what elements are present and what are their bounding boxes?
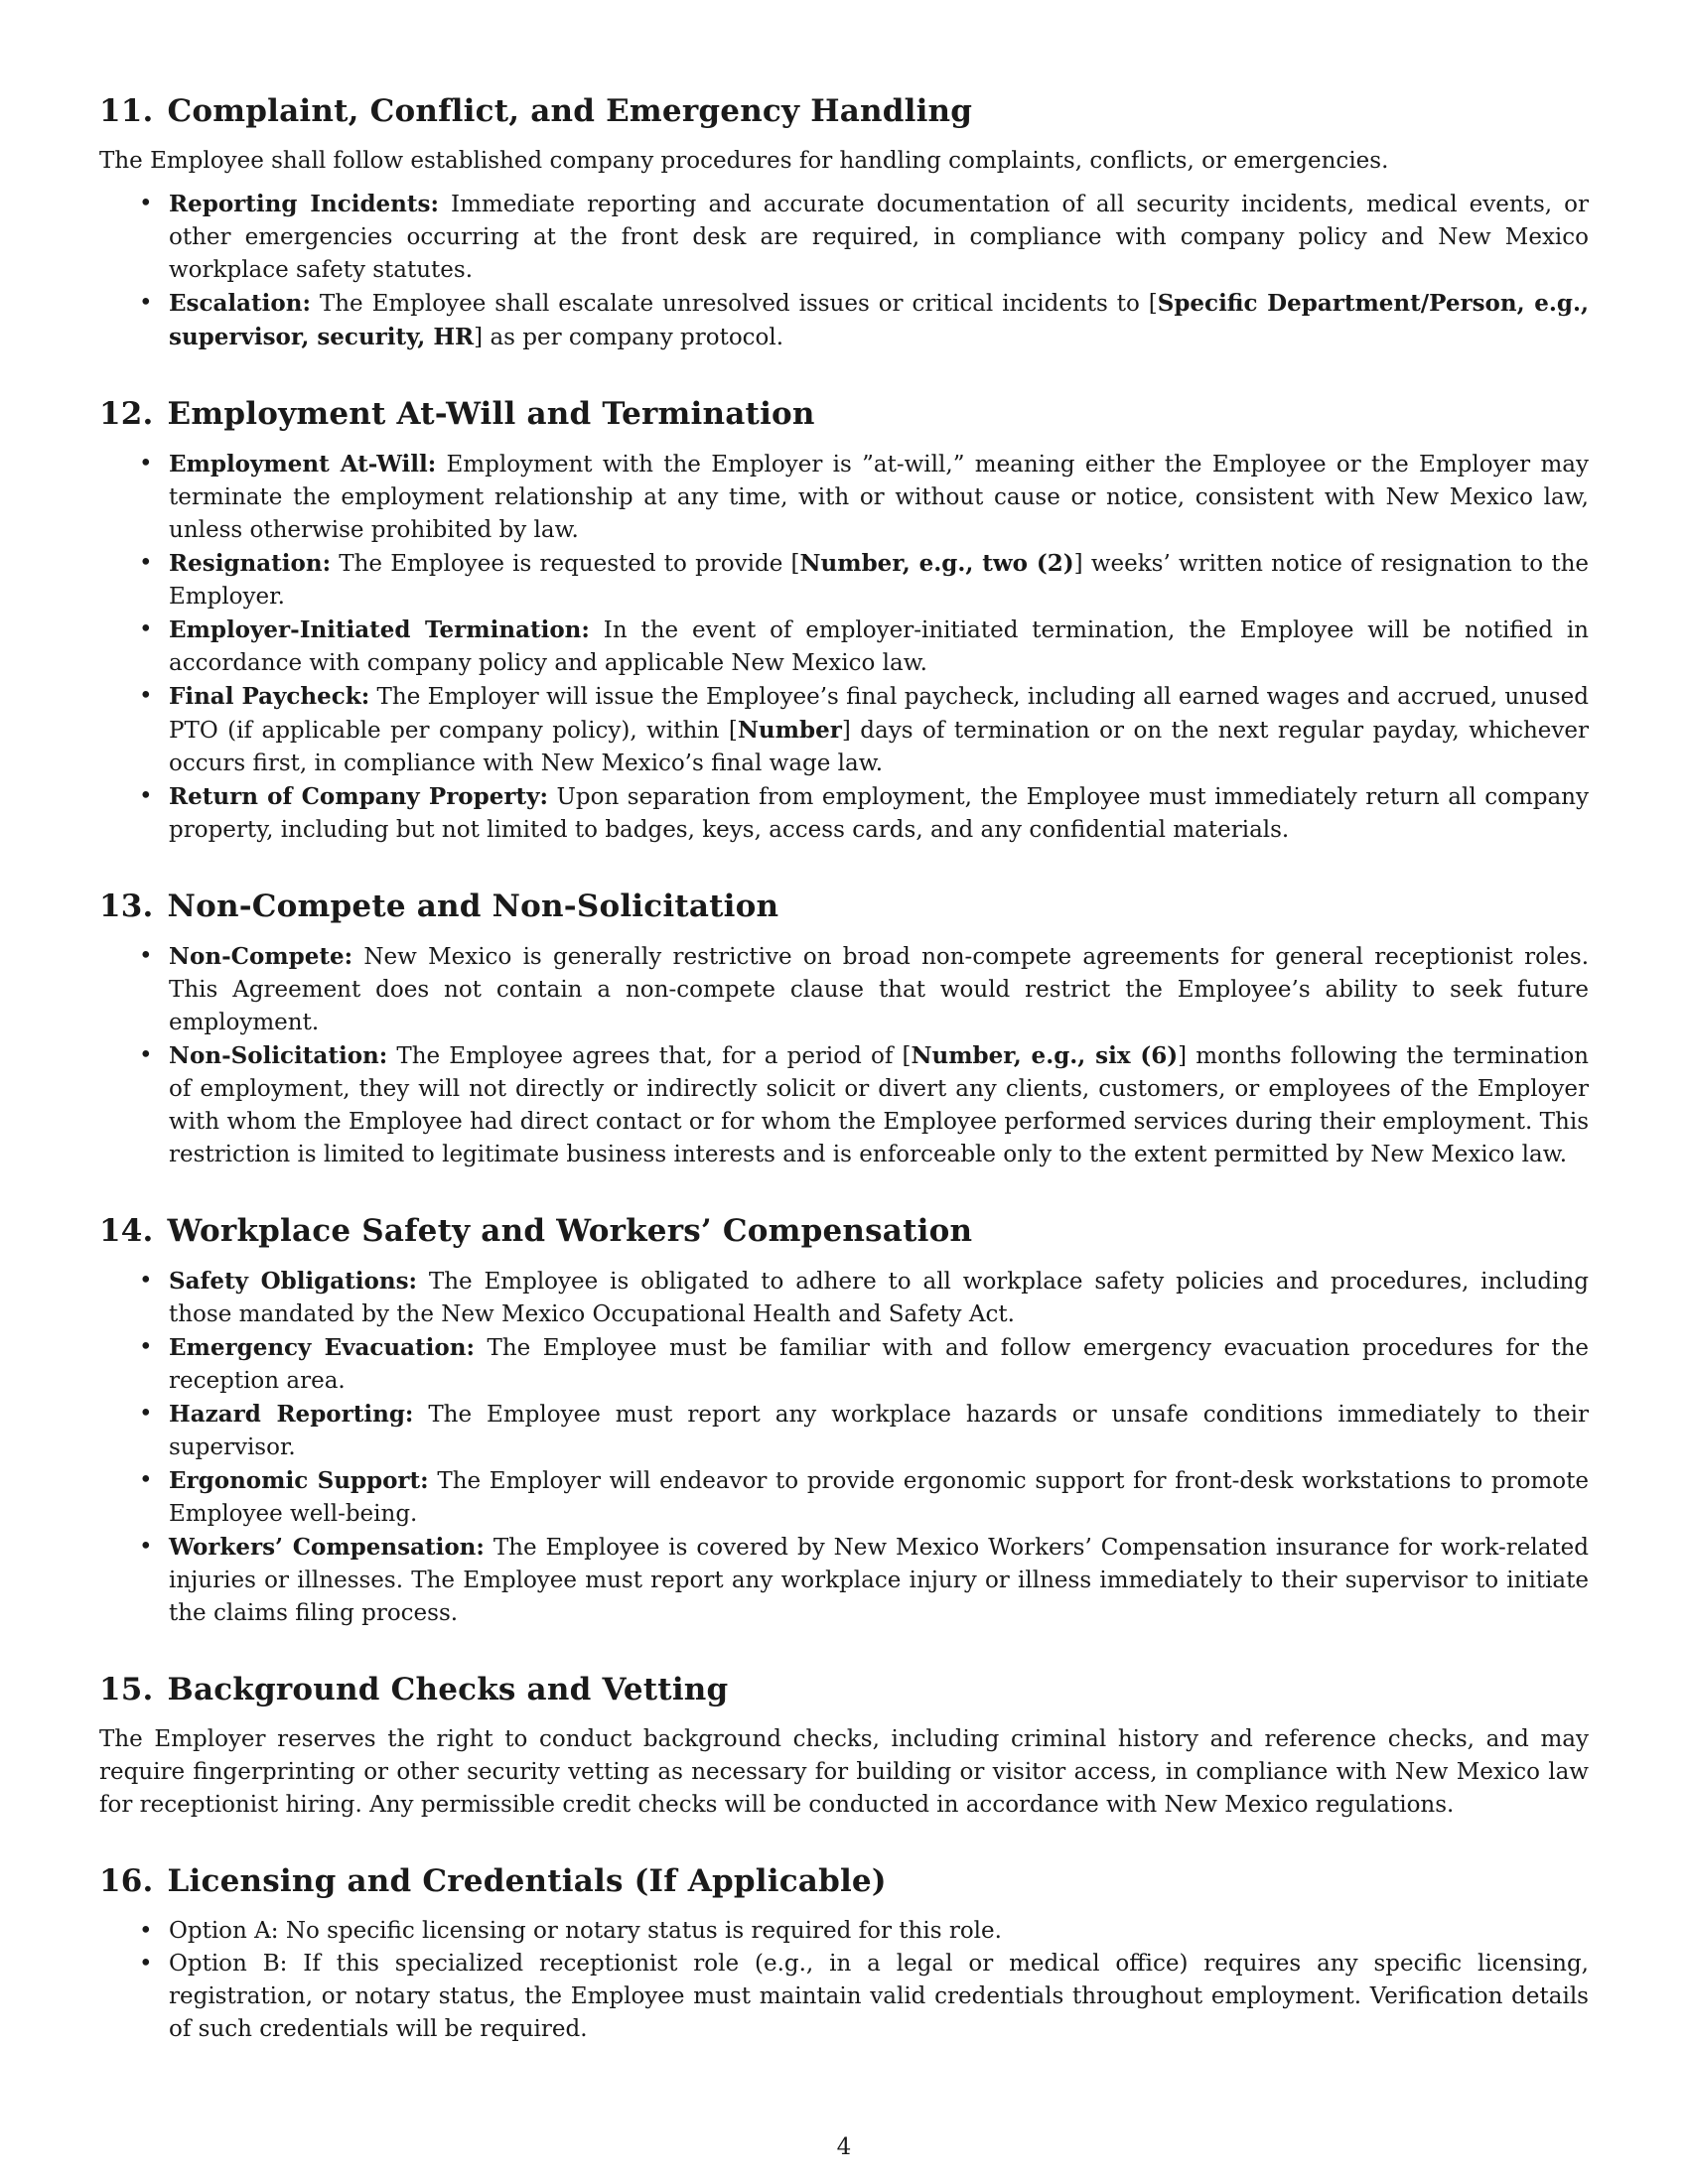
list-item: • Workers’ Compensation: The Employee is covered by New Mexico Workers’ Compensation insurance for work-related injuries or illnesses. The Employee must report any workplace injury or illness immediately to their supervisor to initiate the claims filing process. <box>99 1531 1589 1630</box>
list-item: • Safety Obligations: The Employee is obligated to adhere to all workplace safety policies and procedures, including those mandated by the New Mexico Occupational Health and Safety Act. <box>99 1265 1589 1331</box>
section-heading: 15. Background Checks and Vetting <box>99 1672 729 1707</box>
list-item: • Option B: If this specialized receptionist role (e.g., in a legal or medical office) requires any specific licensing, registration, or notary status, the Employee must maintain valid credentials throughout employment. Verification details of such credentials will be required. <box>99 1948 1589 2046</box>
bullet-list <box>99 188 1589 354</box>
section-heading: 14. Workplace Safety and Workers’ Compensation <box>99 1213 973 1249</box>
list-item: • Reporting Incidents: Immediate reporting and accurate documentation of all security incidents, medical events, or other emergencies occurring at the front desk are required, in compliance with company policy and New Mexico workplace safety statutes. <box>99 188 1589 287</box>
section-heading: 12. Employment At-Will and Termination <box>99 396 815 432</box>
section-intro: The Employee shall follow established company procedures for handling complaints, conflicts, or emergencies. <box>99 148 1389 174</box>
bullet-list <box>99 448 1589 847</box>
list-item: • Final Paycheck: The Employer will issue the Employee’s final paycheck, including all earned wages and accrued, unused PTO (if applicable per company policy), within [Number] days of termination or on the next regular payday, whichever occurs first, in compliance with New Mexico’s final wage law. <box>99 680 1589 780</box>
section-11 <box>99 91 1589 354</box>
section-intro: The Employer reserves the right to conduct background checks, including criminal history and reference checks, and may require fingerprinting or other security vetting as necessary for building or visitor access, in compliance with New Mexico law for receptionist hiring. Any permissible credit checks will be conducted in accordance with New Mexico regulations. <box>99 1726 1589 1818</box>
section-heading: 11. Complaint, Conflict, and Emergency Handling <box>99 93 973 129</box>
section-14 <box>99 1211 1589 1630</box>
list-item: • Option A: No specific licensing or notary status is required for this role. <box>99 1915 1589 1948</box>
list-item: • Non-Solicitation: The Employee agrees that, for a period of [Number, e.g., six (6)] months following the termination of employment, they will not directly or indirectly solicit or divert any clients, customers, or employees of the Employer with whom the Employee had direct contact or for whom the Employee performed services during their employment. This restriction is limited to legitimate business interests and is enforceable only to the extent permitted by New Mexico law. <box>99 1039 1589 1171</box>
document-page <box>99 91 1589 2086</box>
list-item: • Employer-Initiated Termination: In the event of employer-initiated termination, the Employee will be notified in accordance with company policy and applicable New Mexico law. <box>99 614 1589 680</box>
bullet-list <box>99 1915 1589 2046</box>
bullet-list <box>99 1265 1589 1630</box>
list-item: • Employment At-Will: Employment with the Employer is ”at-will,” meaning either the Employee or the Employer may terminate the employment relationship at any time, with or without cause or notice, consistent with New Mexico law, unless otherwise prohibited by law. <box>99 448 1589 547</box>
list-item: • Hazard Reporting: The Employee must report any workplace hazards or unsafe conditions immediately to their supervisor. <box>99 1398 1589 1464</box>
section-12 <box>99 394 1589 847</box>
list-item: • Non-Compete: New Mexico is generally restrictive on broad non-compete agreements for general receptionist roles. This Agreement does not contain a non-compete clause that would restrict the Employee’s ability to seek future employment. <box>99 940 1589 1039</box>
bullet-list <box>99 940 1589 1171</box>
section-16 <box>99 1861 1589 2046</box>
section-15 <box>99 1670 1589 1822</box>
section-heading: 16. Licensing and Credentials (If Applicable) <box>99 1863 887 1899</box>
list-item: • Ergonomic Support: The Employer will endeavor to provide ergonomic support for front-desk workstations to promote Employee well-being. <box>99 1464 1589 1531</box>
list-item: • Emergency Evacuation: The Employee must be familiar with and follow emergency evacuation procedures for the reception area. <box>99 1331 1589 1398</box>
section-13 <box>99 887 1589 1171</box>
list-item: • Resignation: The Employee is requested to provide [Number, e.g., two (2)] weeks’ written notice of resignation to the Employer. <box>99 547 1589 614</box>
list-item: • Escalation: The Employee shall escalate unresolved issues or critical incidents to [Specific Department/Person, e.g., supervisor, security, HR] as per company protocol. <box>99 287 1589 354</box>
page-number: 4 <box>836 2134 852 2160</box>
list-item: • Return of Company Property: Upon separation from employment, the Employee must immediately return all company property, including but not limited to badges, keys, access cards, and any confidential materials. <box>99 780 1589 847</box>
section-heading: 13. Non-Compete and Non-Solicitation <box>99 888 779 924</box>
